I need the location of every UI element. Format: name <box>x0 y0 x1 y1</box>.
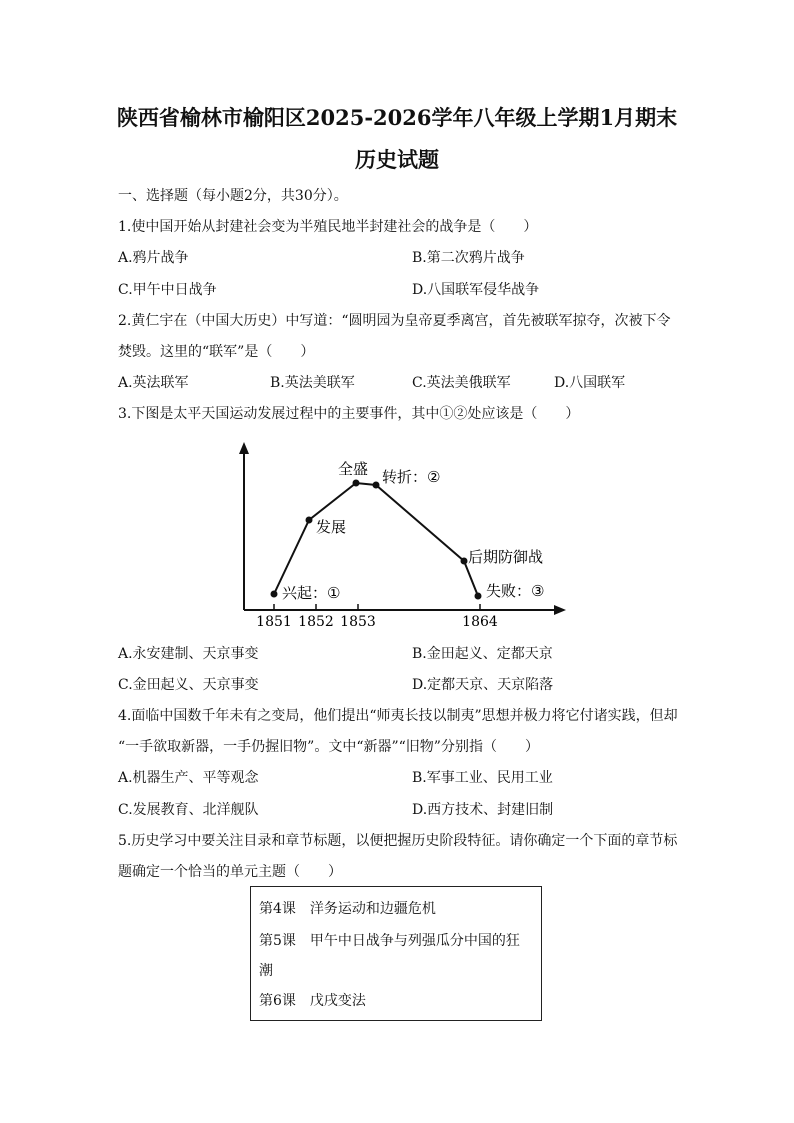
event-point <box>461 558 468 565</box>
q1-option-a: A.鸦片战争 <box>118 250 189 266</box>
chapter-line-3: 潮 <box>259 963 273 979</box>
event-point <box>373 482 380 489</box>
q3-option-d: D.定都天京、天京陷落 <box>412 677 554 693</box>
q4-stem-line-1: 4.面临中国数千年未有之变局，他们提出“师夷长技以制夷”思想并极力将它付诸实践，但却 <box>118 708 678 724</box>
q4-option-d: D.西方技术、封建旧制 <box>412 802 554 818</box>
q1-stem: 1.使中国开始从封建社会变为半殖民地半封建社会的战争是（ ） <box>118 219 538 235</box>
x-tick-label: 1864 <box>462 614 498 630</box>
q4-option-c: C.发展教育、北洋舰队 <box>118 802 259 818</box>
q2-option-b: B.英法美联军 <box>270 375 355 391</box>
q3-option-a: A.永安建制、天京事变 <box>118 646 259 662</box>
q1-option-c: C.甲午中日战争 <box>118 282 217 298</box>
q4-option-a: A.机器生产、平等观念 <box>118 770 259 786</box>
q3-option-b: B.金田起义、定都天京 <box>412 646 553 662</box>
chapter-line-1: 第4课 洋务运动和边疆危机 <box>259 901 436 917</box>
q2-option-d: D.八国联军 <box>554 375 626 391</box>
exam-title-line-1: 陕西省榆林市榆阳区2025-2026学年八年级上学期1月期末 <box>116 105 678 130</box>
y-axis-arrow <box>239 442 249 454</box>
trend-line <box>274 483 478 596</box>
event-point <box>353 480 360 487</box>
x-tick-label: 1852 <box>298 614 334 630</box>
q2-option-a: A.英法联军 <box>118 375 189 391</box>
x-axis-arrow <box>554 605 566 615</box>
event-label: 全盛 <box>338 460 369 478</box>
section-heading: 一、选择题（每小题2分，共30分）。 <box>118 188 348 204</box>
q4-option-b: B.军事工业、民用工业 <box>412 770 553 786</box>
exam-title-line-2: 历史试题 <box>355 147 439 172</box>
event-label: 兴起：① <box>282 584 341 602</box>
event-label: 后期防御战 <box>468 548 544 566</box>
x-tick-label: 1851 <box>256 614 292 630</box>
q4-stem-line-2: “一手欲取新器，一手仍握旧物”。文中“新器”“旧物”分别指（ ） <box>118 739 539 755</box>
event-label: 发展 <box>316 518 347 536</box>
q5-stem-line-1: 5.历史学习中要关注目录和章节标题，以便把握历史阶段特征。请你确定一个下面的章节标 <box>118 833 678 849</box>
q2-option-c: C.英法美俄联军 <box>412 375 511 391</box>
event-point <box>271 591 278 598</box>
x-tick-label: 1853 <box>340 614 376 630</box>
q1-option-b: B.第二次鸦片战争 <box>412 250 525 266</box>
chapter-list-box <box>250 886 542 1021</box>
chapter-line-2: 第5课 甲午中日战争与列强瓜分中国的狂 <box>259 933 520 949</box>
chapter-line-4: 第6课 戊戌变法 <box>259 993 366 1009</box>
event-label: 失败：③ <box>486 582 545 600</box>
event-point <box>475 593 482 600</box>
event-point <box>306 517 313 524</box>
q2-stem-line-1: 2.黄仁宇在（中国大历史）中写道：“圆明园为皇帝夏季离宫，首先被联军掠夺，次被下令 <box>118 313 671 329</box>
taiping-timeline-chart <box>230 438 570 633</box>
q3-stem: 3.下图是太平天国运动发展过程中的主要事件，其中①②处应该是（ ） <box>118 406 580 422</box>
q3-option-c: C.金田起义、天京事变 <box>118 677 259 693</box>
q5-stem-line-2: 题确定一个恰当的单元主题（ ） <box>118 864 342 880</box>
event-label: 转折：② <box>382 468 441 486</box>
q1-option-d: D.八国联军侵华战争 <box>412 282 540 298</box>
q2-stem-line-2: 焚毁。这里的“联军”是（ ） <box>118 344 315 360</box>
